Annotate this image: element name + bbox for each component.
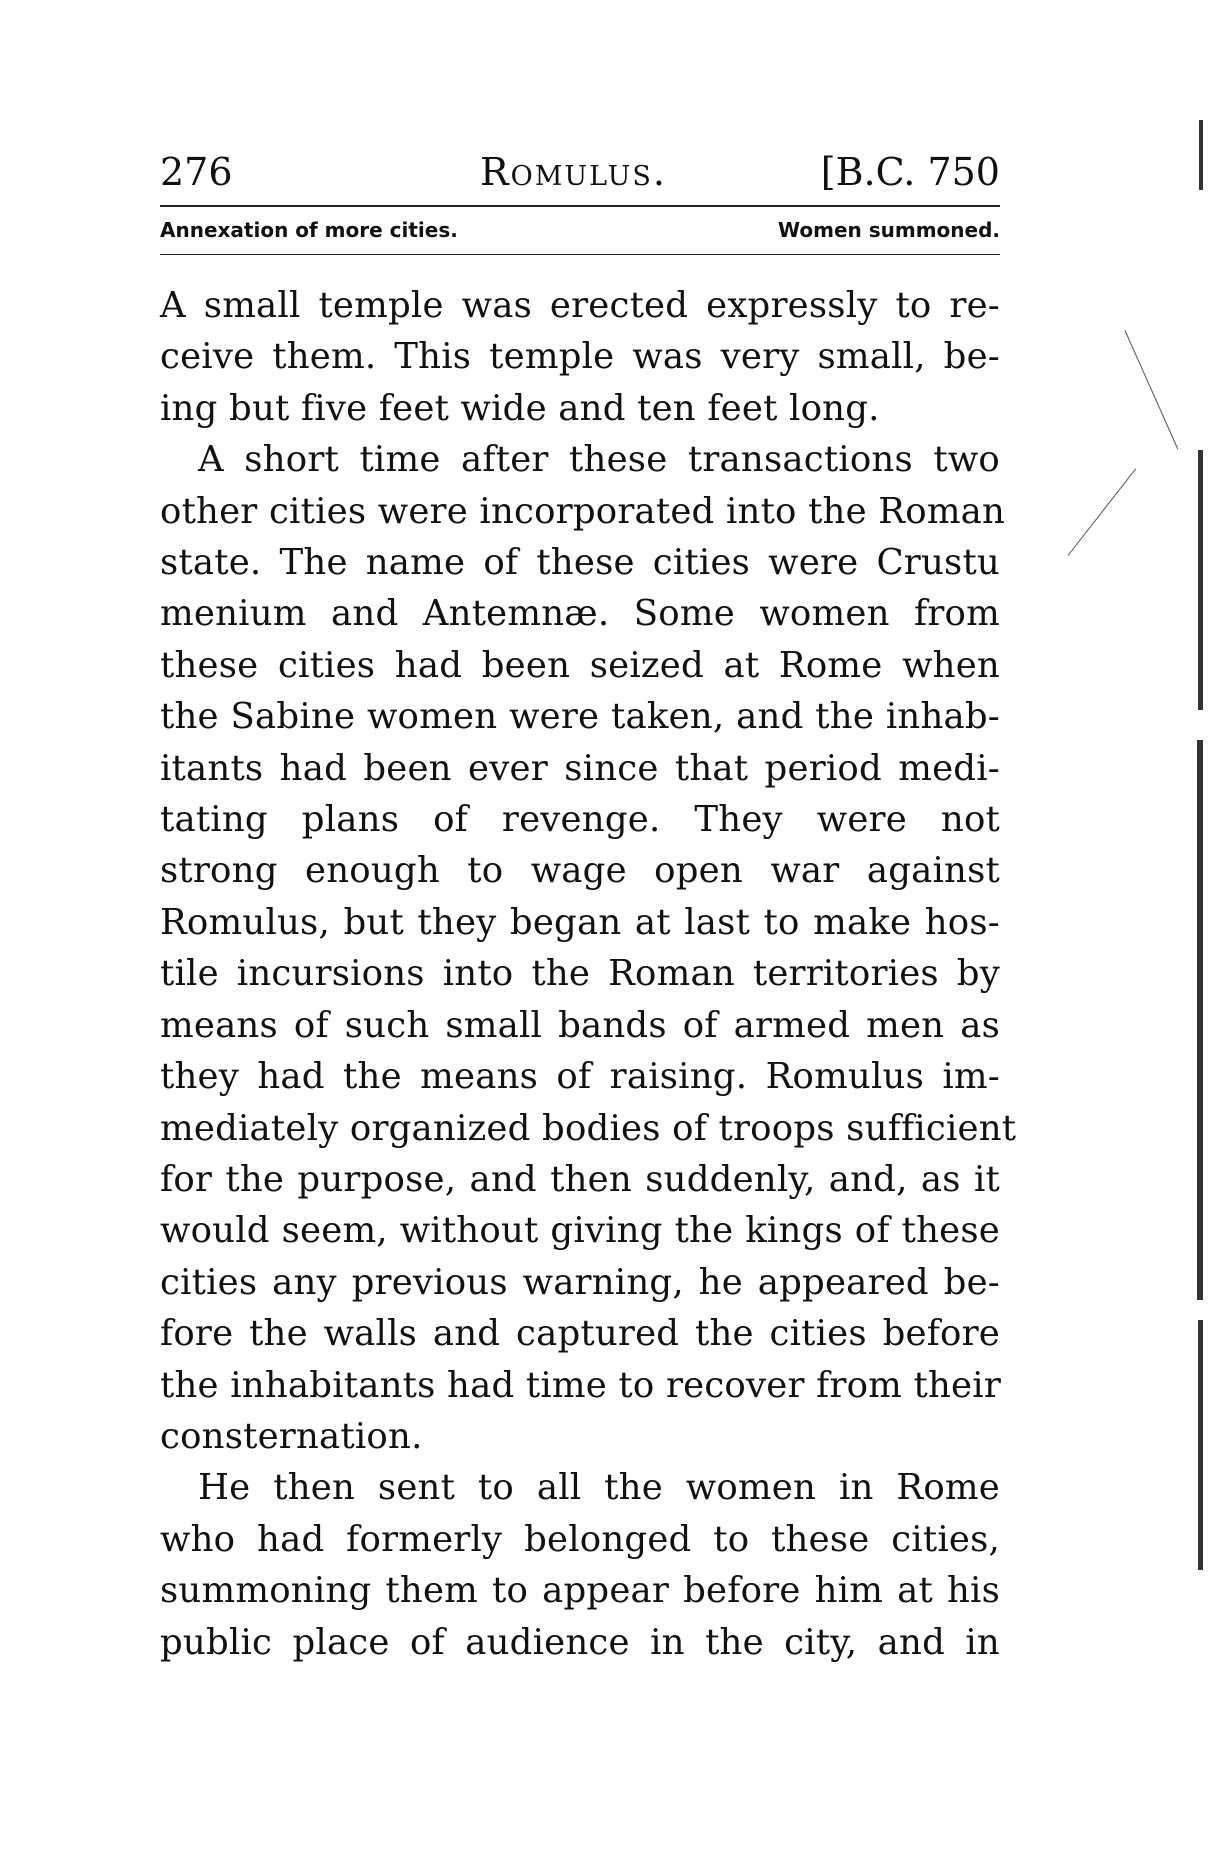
text-line: strong enough to wage open war against (160, 850, 1000, 892)
text-line: other cities were incorporated into the Roman (160, 490, 1006, 532)
page-edge-scan-artifact (1189, 60, 1203, 1580)
text-line: He then sent to all the women in Rome (198, 1467, 1000, 1509)
body-text (160, 280, 1017, 1668)
text-line: summoning them to appear before him at his (160, 1570, 1000, 1612)
page-header (160, 150, 1000, 198)
text-line: consternation. (160, 1415, 423, 1457)
text-line: Romulus, but they began at last to make hos- (160, 901, 1000, 943)
header-rule (160, 205, 1000, 207)
edge-mark (1198, 450, 1203, 710)
paragraph-3 (160, 1462, 1000, 1668)
text-line: tating plans of revenge. They were not (160, 799, 1000, 841)
text-line: cities any previous warning, he appeared be- (160, 1261, 1000, 1303)
text-line: who had formerly belonged to these cities, (160, 1518, 1000, 1560)
text-line: the Sabine women were taken, and the inhab- (160, 696, 1000, 738)
text-line: tile incursions into the Roman territories by (160, 953, 1000, 995)
paragraph-1 (160, 280, 1000, 434)
text-line: menium and Antemnæ. Some women from (160, 593, 1000, 635)
sidenote-left: Annexation of more cities. (160, 218, 458, 242)
stray-pencil-mark (1125, 330, 1179, 449)
text-line: means of such small bands of armed men as (160, 1004, 1000, 1046)
sidenote-right: Women summoned. (778, 218, 1000, 242)
text-line: ing but five feet wide and ten feet long. (160, 387, 880, 429)
text-line: public place of audience in the city, and in (160, 1621, 1000, 1663)
text-line: for the purpose, and then suddenly, and, as it (160, 1158, 1000, 1200)
edge-mark (1197, 740, 1203, 1300)
text-line: ceive them. This temple was very small, be- (160, 336, 1000, 378)
paragraph-2 (160, 434, 1017, 1462)
edge-mark (1199, 120, 1203, 190)
text-line: mediately organized bodies of troops sufficient (160, 1107, 1017, 1149)
page-number: 276 (160, 150, 233, 194)
date-heading: [B.C. 750 (820, 150, 1000, 194)
text-line: these cities had been seized at Rome when (160, 644, 1000, 686)
edge-mark (1198, 1320, 1203, 1570)
text-line: would seem, without giving the kings of these (160, 1210, 1000, 1252)
text-line: the inhabitants had time to recover from their (160, 1364, 1001, 1406)
text-line: state. The name of these cities were Crustu (160, 542, 1000, 584)
text-line: A short time after these transactions two (198, 439, 1000, 481)
text-line: A small temple was erected expressly to re- (160, 285, 1000, 326)
text-line: they had the means of raising. Romulus im- (160, 1056, 1000, 1098)
running-title: Romulus. (480, 150, 667, 194)
stray-pencil-mark (1068, 469, 1137, 556)
text-line: itants had been ever since that period medi- (160, 747, 1000, 789)
text-line: fore the walls and captured the cities before (160, 1313, 1000, 1355)
sidenote-rule (160, 254, 1000, 255)
